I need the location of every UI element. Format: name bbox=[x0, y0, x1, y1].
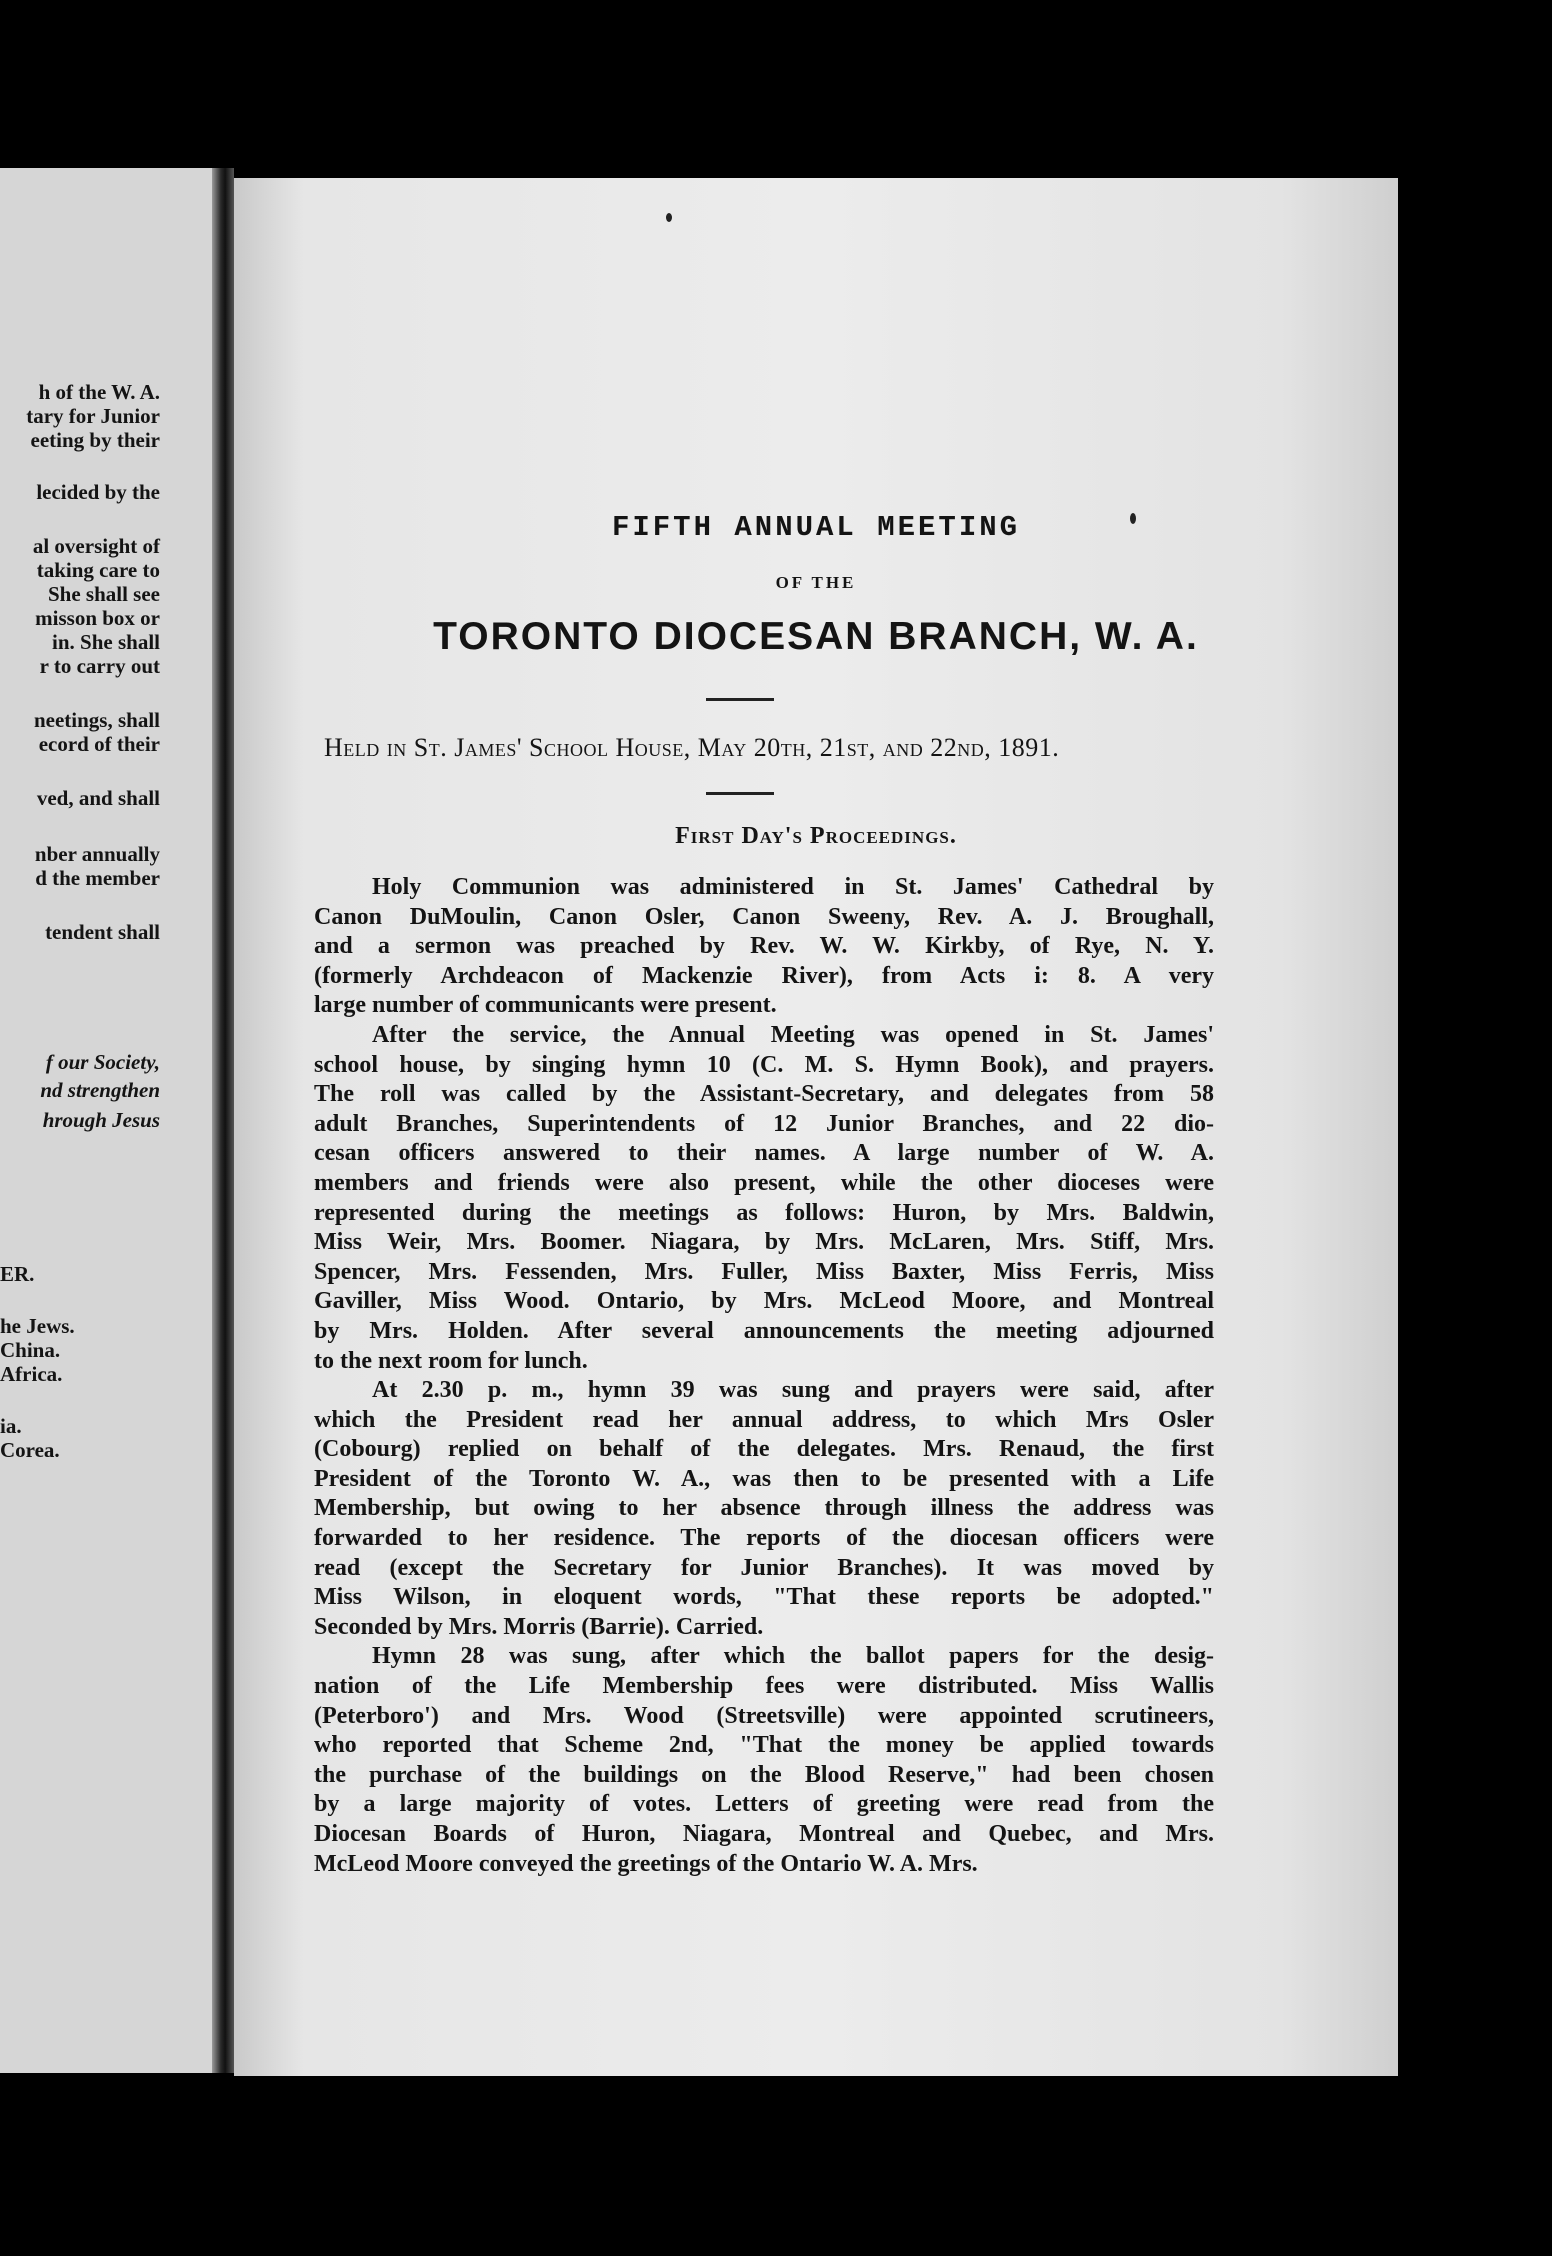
left-page-line: She shall see bbox=[47, 582, 160, 606]
left-page-line: nber annually bbox=[34, 842, 160, 866]
body-line: by Mrs. Holden. After several announcements the meeting adjourned bbox=[314, 1317, 1214, 1344]
left-page-line: taking care to bbox=[36, 558, 160, 582]
left-page-line: Corea. bbox=[0, 1438, 60, 1462]
body-line: and a sermon was preached by Rev. W. W. Kirkby, of Rye, N. Y. bbox=[314, 933, 1214, 960]
left-page-line: neetings, shall bbox=[33, 708, 160, 732]
print-speck bbox=[666, 213, 672, 222]
held-line: Held in St. James' School House, May 20th, 21st, and 22nd, 1891. bbox=[324, 733, 1060, 762]
left-page-line: eeting by their bbox=[30, 428, 160, 452]
body-line: After the service, the Annual Meeting was opened in St. James' bbox=[372, 1021, 1214, 1048]
body-line: Diocesan Boards of Huron, Niagara, Montreal and Quebec, and Mrs. bbox=[314, 1821, 1214, 1847]
print-speck bbox=[1130, 513, 1136, 524]
left-page-line: ved, and shall bbox=[36, 786, 160, 810]
body-line: Miss Weir, Mrs. Boomer. Niagara, by Mrs. McLaren, Mrs. Stiff, Mrs. bbox=[314, 1229, 1214, 1256]
proceedings-subheading: First Day's Proceedings. bbox=[675, 823, 957, 849]
body-line: (Cobourg) replied on behalf of the delegates. Mrs. Renaud, the first bbox=[314, 1436, 1214, 1463]
right-page bbox=[234, 178, 1398, 2076]
left-facing-page bbox=[0, 168, 222, 2073]
of-the-label: OF THE bbox=[775, 573, 857, 592]
body-line: to the next room for lunch. bbox=[314, 1347, 588, 1374]
body-line: Canon DuMoulin, Canon Osler, Canon Sweeny, Rev. A. J. Broughall, bbox=[314, 903, 1214, 930]
left-page-line: tary for Junior bbox=[26, 404, 160, 428]
left-page-line: Africa. bbox=[0, 1362, 63, 1386]
left-page-line: ia. bbox=[0, 1414, 22, 1438]
body-line: cesan officers answered to their names. A large number of W. A. bbox=[314, 1140, 1214, 1167]
body-line: who reported that Scheme 2nd, "That the money be applied towards bbox=[314, 1732, 1214, 1759]
body-line: Spencer, Mrs. Fessenden, Mrs. Fuller, Miss Baxter, Miss Ferris, Miss bbox=[314, 1258, 1214, 1285]
left-page-line: in. She shall bbox=[52, 630, 160, 654]
body-line: Membership, but owing to her absence through illness the address was bbox=[314, 1495, 1214, 1522]
body-line: Miss Wilson, in eloquent words, "That these reports be adopted." bbox=[314, 1584, 1214, 1611]
branch-title: TORONTO DIOCESAN BRANCH, W. A. bbox=[433, 615, 1199, 658]
left-page-line: al oversight of bbox=[32, 534, 160, 558]
body-line: represented during the meetings as follows: Huron, by Mrs. Baldwin, bbox=[314, 1199, 1214, 1226]
body-line: large number of communicants were present. bbox=[314, 992, 777, 1019]
left-page-line: nd strengthen bbox=[40, 1078, 160, 1102]
body-line: school house, by singing hymn 10 (C. M. S. Hymn Book), and prayers. bbox=[314, 1051, 1214, 1078]
left-page-line: r to carry out bbox=[39, 654, 160, 678]
body-line: which the President read her annual address, to which Mrs Osler bbox=[314, 1406, 1214, 1433]
body-line: McLeod Moore conveyed the greetings of the Ontario W. A. Mrs. bbox=[314, 1850, 978, 1877]
body-line: Gaviller, Miss Wood. Ontario, by Mrs. McLeod Moore, and Montreal bbox=[314, 1288, 1214, 1315]
left-page-line: tendent shall bbox=[45, 920, 160, 944]
left-page-line: ER. bbox=[0, 1262, 35, 1286]
body-line: (formerly Archdeacon of Mackenzie River), from Acts i: 8. A very bbox=[314, 962, 1214, 989]
left-page-line: he Jews. bbox=[0, 1314, 75, 1338]
meeting-title: FIFTH ANNUAL MEETING bbox=[611, 511, 1021, 544]
left-page-line: h of the W. A. bbox=[38, 380, 160, 404]
book-gutter bbox=[212, 168, 234, 2073]
body-line: forwarded to her residence. The reports of the diocesan officers were bbox=[314, 1525, 1214, 1552]
left-page-line: ecord of their bbox=[38, 732, 160, 756]
body-line: President of the Toronto W. A., was then to be presented with a Life bbox=[314, 1465, 1214, 1492]
body-line: adult Branches, Superintendents of 12 Junior Branches, and 22 dio- bbox=[314, 1110, 1214, 1137]
rule-divider-bottom bbox=[706, 792, 774, 795]
body-line: nation of the Life Membership fees were distributed. Miss Wallis bbox=[314, 1673, 1214, 1700]
body-line: members and friends were also present, while the other dioceses were bbox=[314, 1169, 1214, 1196]
body-line: read (except the Secretary for Junior Branches). It was moved by bbox=[314, 1554, 1214, 1581]
body-line: the purchase of the buildings on the Blood Reserve," had been chosen bbox=[314, 1761, 1214, 1788]
body-line: by a large majority of votes. Letters of greeting were read from the bbox=[314, 1791, 1214, 1818]
left-page-line: hrough Jesus bbox=[42, 1108, 160, 1132]
body-line: At 2.30 p. m., hymn 39 was sung and prayers were said, after bbox=[372, 1377, 1214, 1404]
left-page-line: f our Society, bbox=[45, 1050, 160, 1074]
body-line: Seconded by Mrs. Morris (Barrie). Carried. bbox=[314, 1613, 764, 1640]
body-line: Holy Communion was administered in St. James' Cathedral by bbox=[372, 874, 1214, 900]
body-line: (Peterboro') and Mrs. Wood (Streetsville) were appointed scrutineers, bbox=[314, 1702, 1214, 1729]
left-page-line: d the member bbox=[35, 866, 160, 890]
left-page-line: China. bbox=[0, 1338, 61, 1362]
left-page-line: misson box or bbox=[35, 606, 160, 630]
left-page-line: lecided by the bbox=[36, 480, 160, 504]
rule-divider-top bbox=[706, 698, 774, 701]
body-line: The roll was called by the Assistant-Secretary, and delegates from 58 bbox=[314, 1081, 1214, 1108]
proceedings-body bbox=[314, 873, 1214, 1879]
body-line: Hymn 28 was sung, after which the ballot papers for the desig- bbox=[372, 1643, 1214, 1670]
